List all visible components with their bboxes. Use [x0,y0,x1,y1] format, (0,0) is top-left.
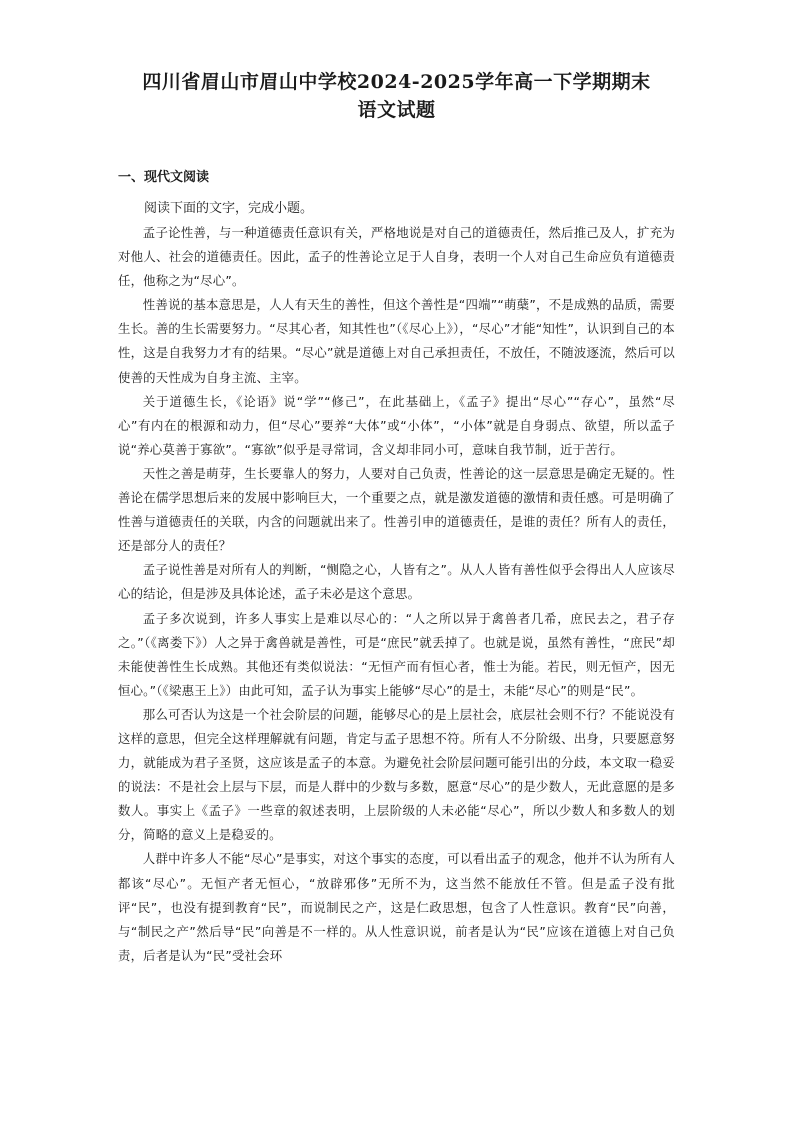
section-heading: 一、现代文阅读 [118,170,210,185]
body-paragraph: 孟子多次说到，许多人事实上是难以尽心的：“人之所以异于禽兽者几希，庶民去之，君子存之。”（《离娄下》）人之异于禽兽就是善性，可是“庶民”就丢掉了。也就是说，虽然有善性，“庶民”却未能使善性生长成熟。其他还有类似说法：“无恒产而有恒心者，惟士为能。若民，则无恒产，因无恒心。”（《梁惠王上》）由此可知，孟子认为事实上能够“尽心”的是士，未能“尽心”的则是“民”。 [118,610,675,698]
title-line-1: 四川省眉山市眉山中学校2024-2025学年高一下学期期末 [142,71,651,93]
body-paragraph: 孟子论性善，与一种道德责任意识有关，严格地说是对自己的道德责任，然后推己及人，扩充为对他人、社会的道德责任。因此，孟子的性善论立足于人自身，表明一个人对自己生命应负有道德责任，他称之为“尽心”。 [118,225,675,289]
body-paragraph: 那么可否认为这是一个社会阶层的问题，能够尽心的是上层社会，底层社会则不行？不能说没有这样的意思，但完全这样理解就有问题，肯定与孟子思想不符。所有人不分阶级、出身，只要愿意努力，就能成为君子圣贤，这应该是孟子的本意。为避免社会阶层问题可能引出的分歧，本文取一稳妥的说法：不是社会上层与下层，而是人群中的少数与多数，愿意“尽心”的是少数人，无此意愿的是多数人。事实上《孟子》一些章的叙述表明，上层阶级的人未必能“尽心”，所以少数人和多数人的划分，简略的意义上是稳妥的。 [118,706,675,843]
body-paragraph: 关于道德生长，《论语》说“学”“修己”，在此基础上，《孟子》提出“尽心”“存心”，虽然“尽心”有内在的根源和动力，但“尽心”要养“大体”或“小体”，“小体”就是自身弱点、欲望，所以孟子说“养心莫善于寡欲”。“寡欲”似乎是寻常词，含义却非同小可，意味自我节制，近于苦行。 [118,393,675,457]
body-paragraph: 人群中许多人不能“尽心”是事实，对这个事实的态度，可以看出孟子的观念，他并不认为所有人都该“尽心”。无恒产者无恒心，“放辟邪侈”无所不为，这当然不能放任不管。但是孟子没有批评“民”，也没有提到教育“民”，而说制民之产，这是仁政思想，包含了人性意识。教育“民”向善，与“制民之产”然后导“民”向善是不一样的。从人性意识说，前者是认为“民”应该在道德上对自己负责，后者是认为“民”受社会环 [118,851,675,963]
body-paragraph: 天性之善是萌芽，生长要靠人的努力，人要对自己负责，性善论的这一层意思是确定无疑的。性善论在儒学思想后来的发展中影响巨大，一个重要之点，就是激发道德的激情和责任感。可是明确了性善与道德责任的关联，内含的问题就出来了。性善引申的道德责任，是谁的责任？所有人的责任，还是部分人的责任？ [118,465,675,554]
document-title [118,68,675,124]
reading-instruction: 阅读下面的文字，完成小题。 [144,201,314,216]
title-line-2: 语文试题 [357,99,436,121]
body-paragraph: 孟子说性善是对所有人的判断，“恻隐之心，人皆有之”。从人人皆有善性似乎会得出人人应该尽心的结论，但是涉及具体论述，孟子未必是这个意思。 [118,562,675,602]
body-paragraph: 性善说的基本意思是，人人有天生的善性，但这个善性是“四端”“萌蘖”，不是成熟的品质，需要生长。善的生长需要努力。“尽其心者，知其性也”（《尽心上》），“尽心”才能“知性”，认识到自己的本性，这是自我努力才有的结果。“尽心”就是道德上对自己承担责任，不放任，不随波逐流，然后可以使善的天性成为自身主流、主宰。 [118,297,675,385]
